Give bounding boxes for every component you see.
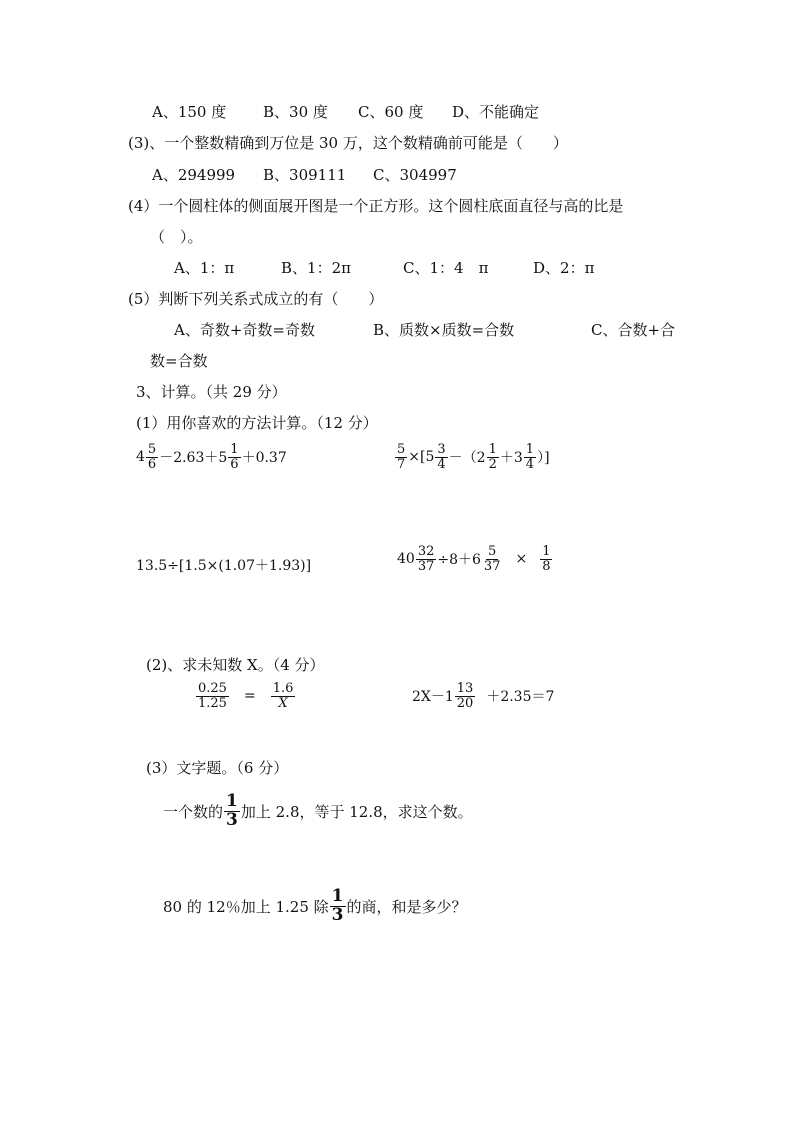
q3-option-a: A、294999 <box>152 166 236 184</box>
fraction: $\frac{13}{20}$ <box>456 681 474 711</box>
q5-option-c-cont: 数=合数 <box>150 352 208 370</box>
part2-title: (2)、求未知数 X。（4 分） <box>146 656 325 674</box>
q5-option-b: B、质数×质数=合数 <box>373 321 515 339</box>
q5-stem: (5）判断下列关系式成立的有（ ） <box>128 290 384 308</box>
fraction: $\frac{1}{2}$ <box>488 442 497 472</box>
q5-option-a: A、奇数+奇数=奇数 <box>174 321 315 339</box>
fraction: $\frac{1}{8}$ <box>542 544 551 574</box>
option-d: D、不能确定 <box>452 103 540 121</box>
word-problem-1: 一个数的 $\frac{1}{3}$ 加上 2.8，等于 12.8，求这个数。 <box>163 791 473 830</box>
q4-option-d: D、2：π <box>533 259 595 277</box>
q4-option-b: B、1：2π <box>281 259 351 277</box>
section3-title: 3、计算。（共 29 分） <box>136 383 287 401</box>
word-problem-2: 80 的 12％加上 1.25 除 $\frac{1}{3}$ 的商，和是多少？ <box>163 886 467 925</box>
fraction: $\frac{1}{4}$ <box>525 442 535 472</box>
q4-stem: (4）一个圆柱体的侧面展开图是一个正方形。这个圆柱底面直径与高的比是 <box>128 197 624 215</box>
q4-option-c: C、1：4 π <box>403 259 489 277</box>
fraction: $\frac{0.25}{1.25}$ <box>198 681 227 711</box>
option-c: C、60 度 <box>358 103 424 121</box>
option-b: B、30 度 <box>263 103 328 121</box>
fraction: $\frac{1.6}{X}$ <box>272 681 294 711</box>
expression-1: 4 $\frac{5}{6}$ －2.63＋5 $\frac{1}{6}$ ＋0.37 <box>136 442 287 472</box>
part1-title: (1）用你喜欢的方法计算。（12 分） <box>136 414 378 432</box>
fraction: $\frac{5}{37}$ <box>483 544 501 574</box>
fraction: $\frac{1}{3}$ <box>331 886 344 925</box>
part3-title: (3）文字题。（6 分） <box>146 759 289 777</box>
q4-option-a: A、1：π <box>174 259 235 277</box>
fraction: $\frac{1}{6}$ <box>230 442 239 472</box>
expression-4: 40 $\frac{32}{37}$ ÷8＋6 $\frac{5}{37}$ × $\frac{1}{8}$ <box>397 544 551 574</box>
expression-3: 13.5÷[1.5×(1.07＋1.93)] <box>136 558 312 574</box>
fraction: $\frac{5}{6}$ <box>147 442 157 472</box>
fraction: $\frac{3}{4}$ <box>437 442 446 472</box>
fraction: $\frac{5}{7}$ <box>397 442 406 472</box>
fraction: $\frac{1}{3}$ <box>226 791 238 830</box>
expression-2: $\frac{5}{7}$ ×[5 $\frac{3}{4}$ －（2 $\frac{1}{2}$ ＋3 $\frac{1}{4}$ ）] <box>397 442 550 472</box>
equation-2: 2X－1 $\frac{13}{20}$ ＋2.35＝7 <box>412 681 555 711</box>
q5-option-c: C、合数+合 <box>591 321 676 339</box>
fraction: $\frac{32}{37}$ <box>417 544 435 574</box>
equation-1: $\frac{0.25}{1.25}$ = $\frac{1.6}{X}$ <box>198 681 294 711</box>
q3-option-b: B、309111 <box>263 166 347 184</box>
q4-stem-cont: （ ）。 <box>150 228 203 246</box>
option-a: A、150 度 <box>152 103 227 121</box>
q3-stem: (3)、一个整数精确到万位是 30 万，这个数精确前可能是（ ） <box>128 134 568 152</box>
q3-option-c: C、304997 <box>373 166 457 184</box>
